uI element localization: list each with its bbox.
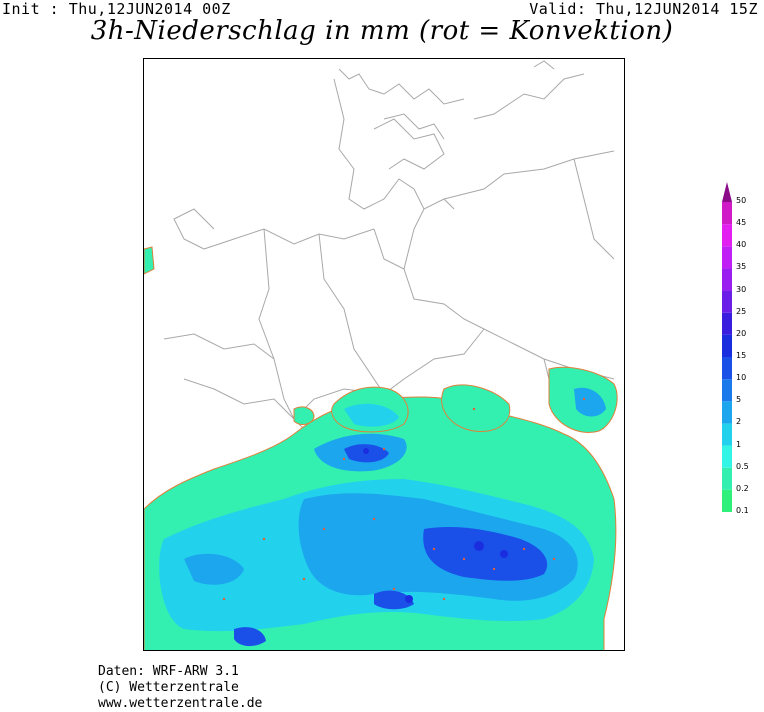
legend-swatch-10 (722, 357, 732, 379)
legend-swatch-35 (722, 246, 732, 268)
legend-swatch-20 (722, 313, 732, 335)
legend-label: 40 (736, 240, 747, 250)
legend-label: 0.5 (736, 461, 749, 471)
legend-label: 5 (736, 395, 742, 405)
legend-swatch-0.2 (722, 468, 732, 490)
footer-copyright: (C) Wetterzentrale (98, 680, 239, 695)
legend-swatch-15 (722, 335, 732, 357)
color-legend (718, 182, 764, 515)
coastlines (174, 61, 584, 249)
legend-label: 15 (736, 351, 747, 360)
precipitation-map (143, 58, 625, 651)
init-time-label: Init : Thu,12JUN2014 00Z (2, 0, 231, 18)
legend-colorbar (722, 182, 732, 512)
chart-title: 3h-Niederschlag in mm (rot = Konvektion) (90, 16, 674, 46)
legend-label: 1 (736, 439, 742, 449)
legend-swatch-1 (722, 423, 732, 445)
legend-swatch-25 (722, 291, 732, 313)
footer-data-source: Daten: WRF-ARW 3.1 (98, 664, 239, 679)
legend-swatch-45 (722, 202, 732, 224)
legend-label: 20 (736, 328, 747, 338)
legend-swatch-40 (722, 224, 732, 246)
legend-label: 25 (736, 306, 747, 316)
legend-label: 10 (736, 373, 747, 383)
legend-label: 50 (736, 196, 747, 205)
legend-swatch-2 (722, 401, 732, 423)
legend-label: 0.2 (736, 483, 749, 493)
legend-label: 45 (736, 218, 747, 228)
valid-time-label: Valid: Thu,12JUN2014 15Z (529, 0, 758, 18)
precipitation-field (144, 247, 617, 651)
legend-swatch-0.1 (722, 490, 732, 512)
legend-label: 30 (736, 284, 747, 294)
legend-label: 35 (736, 262, 747, 272)
legend-label: 2 (736, 417, 742, 427)
legend-swatch-0.5 (722, 446, 732, 468)
legend-swatch-30 (722, 268, 732, 290)
legend-swatch-5 (722, 379, 732, 401)
legend-label: 0.1 (736, 506, 749, 515)
legend-max-arrow (722, 182, 732, 202)
map-canvas (144, 59, 625, 651)
footer-credits (98, 664, 262, 712)
footer-website: www.wetterzentrale.de (98, 696, 263, 711)
